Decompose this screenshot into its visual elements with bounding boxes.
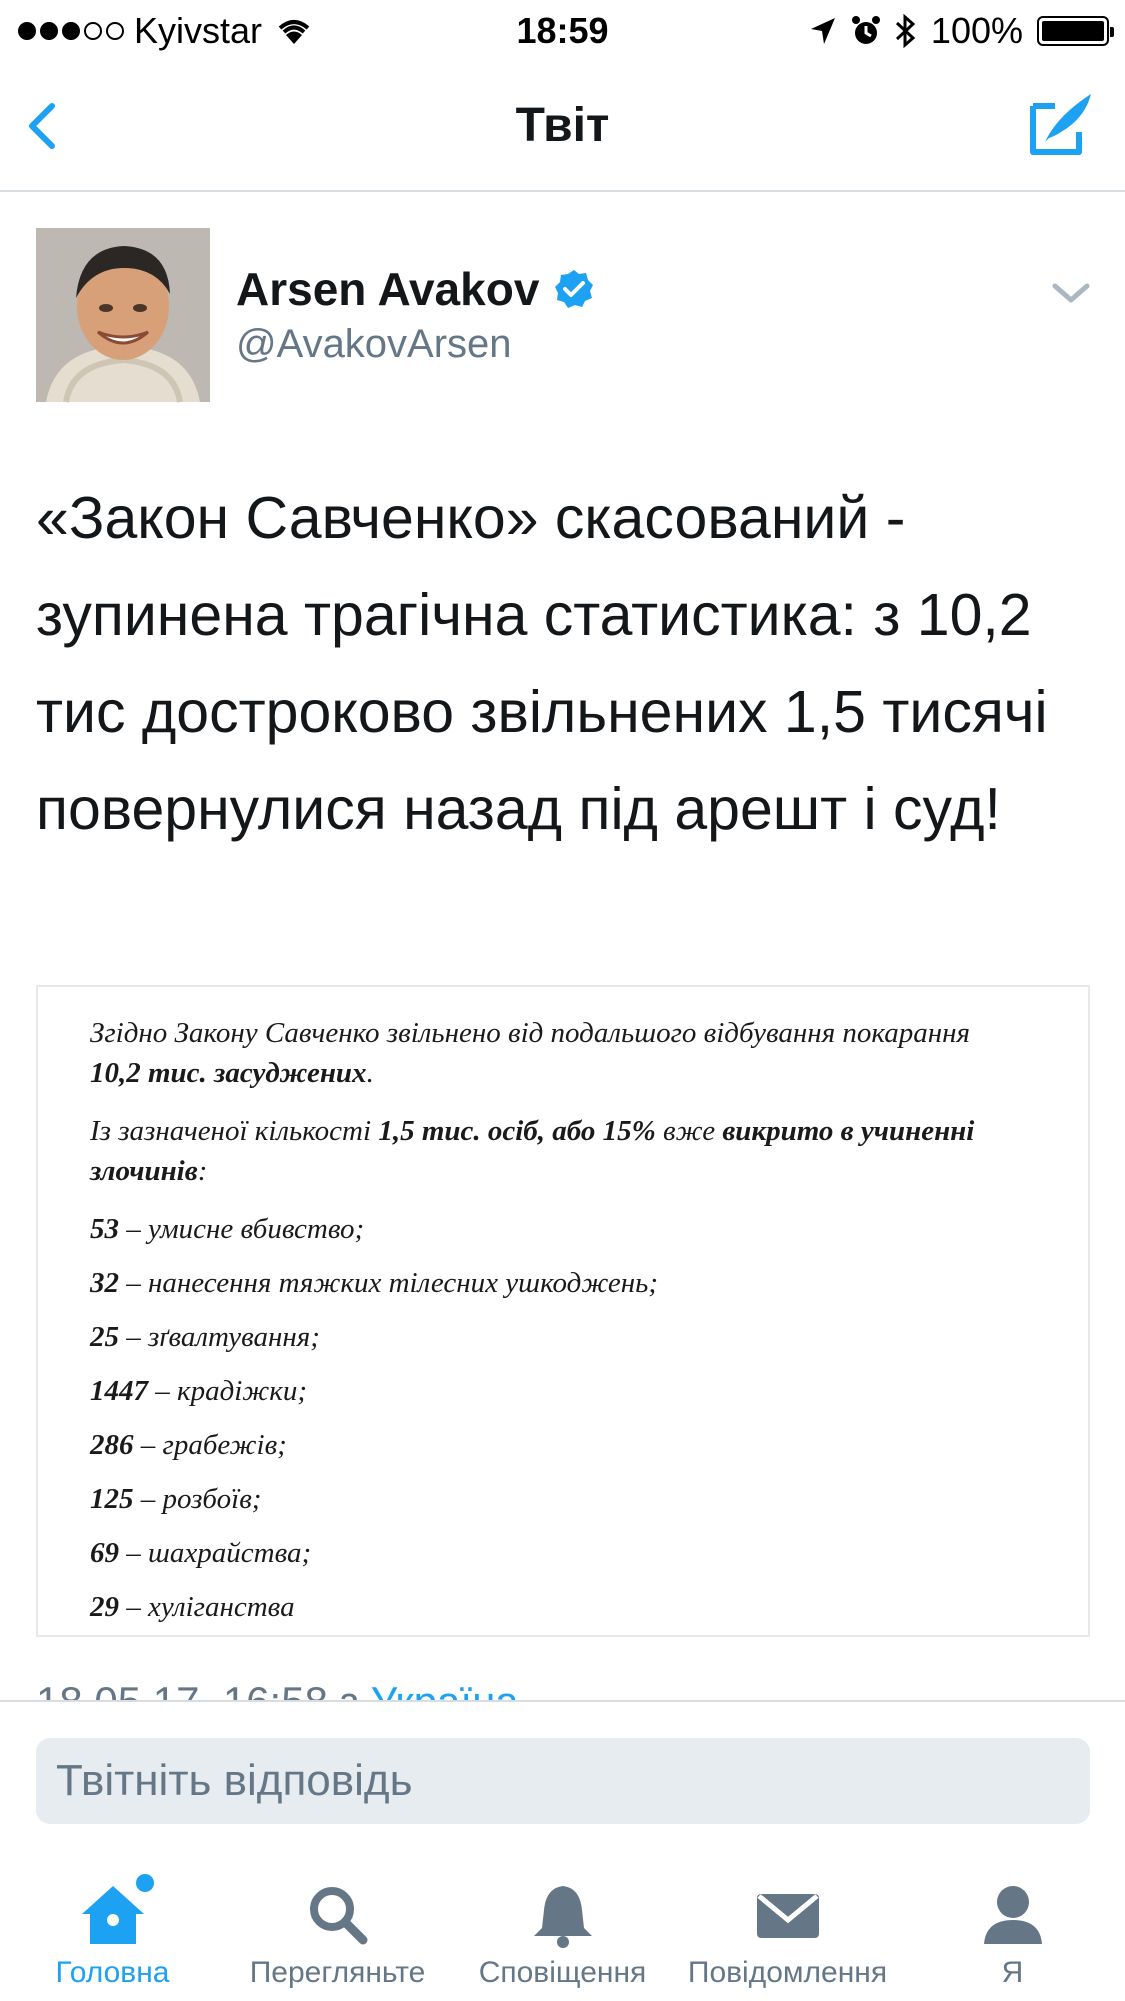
location-arrow-icon	[809, 16, 837, 46]
crime-item	[90, 1479, 1044, 1519]
notification-dot	[136, 1874, 154, 1892]
tab-label: Повідомлення	[687, 1956, 888, 1989]
page-title: Твіт	[515, 99, 610, 152]
author-name-text: Arsen Avakov	[236, 263, 540, 315]
crime-item	[90, 1263, 1044, 1303]
tab-label: Я	[1001, 1956, 1024, 1989]
tab-label: Головна	[55, 1956, 170, 1989]
tab-bar	[0, 1840, 1125, 2001]
crime-item	[90, 1371, 1044, 1411]
crime-count: 53	[90, 1213, 119, 1245]
crime-count: 125	[90, 1483, 134, 1515]
crime-type: – умисне вбивство;	[119, 1213, 365, 1245]
crime-item	[90, 1209, 1044, 1249]
tab-label: Сповіщення	[478, 1956, 647, 1989]
crime-item	[90, 1533, 1044, 1573]
crime-item	[90, 1587, 1044, 1627]
author-name[interactable]	[236, 262, 595, 316]
avatar-portrait	[36, 228, 210, 402]
crime-type: – грабежів;	[133, 1429, 287, 1461]
tab-label: Перегляньте	[249, 1956, 426, 1989]
crime-count: 69	[90, 1537, 119, 1569]
tab-messages[interactable]	[675, 1840, 900, 2001]
home-icon	[78, 1880, 148, 1950]
alarm-icon	[851, 15, 881, 47]
media-text-bold: 10,2 тис. засуджених	[90, 1057, 367, 1089]
verified-badge-icon	[553, 268, 595, 310]
tab-profile[interactable]	[900, 1840, 1125, 2001]
media-text-bold: 1,5 тис. осіб, або 15%	[378, 1115, 656, 1147]
crime-item	[90, 1317, 1044, 1357]
crime-type: – хуліганства	[119, 1591, 295, 1623]
media-text: .	[366, 1057, 374, 1089]
status-right	[809, 10, 1109, 52]
bluetooth-icon	[895, 14, 917, 48]
tab-home[interactable]	[0, 1840, 225, 2001]
crime-list	[90, 1209, 1044, 1627]
reply-input[interactable]: Твітніть відповідь	[36, 1738, 1090, 1824]
chevron-down-icon[interactable]	[1051, 282, 1091, 306]
battery-icon	[1037, 16, 1109, 46]
tweet-text: «Закон Савченко» скасований - зупинена трагічна статистика: з 10,2 тис достроково звільнених 1,5 тисячі повернулися назад під арешт і суд!	[36, 485, 1048, 842]
media-text: :	[197, 1155, 208, 1187]
reply-area	[0, 1700, 1125, 1830]
tab-explore[interactable]	[225, 1840, 450, 2001]
battery-percent: 100%	[930, 10, 1023, 51]
media-paragraph-2	[90, 1111, 990, 1191]
media-text-bold: викрито в учиненні злочинів	[90, 1115, 975, 1187]
crime-item	[90, 1425, 1044, 1465]
crime-type: – зґвалтування;	[119, 1321, 320, 1353]
crime-count: 32	[90, 1267, 119, 1299]
carrier-name: Kyivstar	[134, 10, 263, 51]
media-text: вже	[655, 1115, 723, 1147]
status-time: 18:59	[516, 10, 609, 51]
media-text: Із зазначеної кількості	[90, 1115, 379, 1147]
tweet-media-image[interactable]	[36, 985, 1090, 1637]
crime-count: 286	[90, 1429, 134, 1461]
media-text: Згідно Закону Савченко звільнено від подальшого відбування покарання	[90, 1017, 971, 1049]
bell-icon	[528, 1880, 598, 1950]
profile-icon	[978, 1880, 1048, 1950]
crime-count: 29	[90, 1591, 119, 1623]
avatar[interactable]	[36, 228, 210, 402]
crime-count: 1447	[90, 1375, 148, 1407]
crime-type: – крадіжки;	[148, 1375, 307, 1407]
crime-type: – розбоїв;	[133, 1483, 262, 1515]
media-paragraph-1	[90, 1013, 990, 1093]
tab-notifications[interactable]	[450, 1840, 675, 2001]
compose-quill-icon[interactable]	[1027, 88, 1097, 158]
nav-bar	[0, 60, 1125, 192]
crime-type: – нанесення тяжких тілесних ушкоджень;	[119, 1267, 659, 1299]
tweet-timestamp-row	[36, 1680, 1096, 1700]
crime-count: 25	[90, 1321, 119, 1353]
author-handle[interactable]: @AvakovArsen	[236, 322, 512, 366]
crime-type: – шахрайства;	[119, 1537, 312, 1569]
status-bar	[0, 0, 1125, 60]
search-icon	[303, 1880, 373, 1950]
envelope-icon	[753, 1880, 823, 1950]
